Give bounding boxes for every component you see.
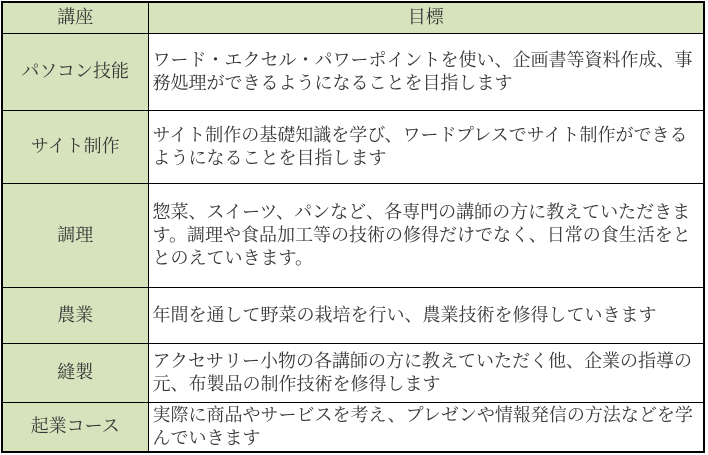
course-cell: 調理 [2,183,148,287]
table-row-sewing [2,343,704,402]
table-row-site-creation [2,110,704,183]
course-cell: パソコン技能 [2,33,148,110]
header-course: 講座 [2,2,148,33]
table-header-row [2,2,704,33]
goal-cell: 実際に商品やサービスを考え、プレゼンや情報発信の方法などを学んでいきます [148,402,704,452]
course-goal-table [1,1,705,453]
course-cell: 農業 [2,287,148,343]
goal-cell: ワード・エクセル・パワーポイントを使い、企画書等資料作成、事務処理ができるようになることを目指します [148,33,704,110]
goal-cell: 年間を通して野菜の栽培を行い、農業技術を修得していきます [148,287,704,343]
goal-cell: サイト制作の基礎知識を学び、ワードプレスでサイト制作ができるようになることを目指します [148,110,704,183]
course-cell: 縫製 [2,343,148,402]
goal-cell: アクセサリー小物の各講師の方に教えていただく他、企業の指導の元、布製品の制作技術を修得します [148,343,704,402]
goal-cell: 惣菜、スイーツ、パンなど、各専門の講師の方に教えていただきます。調理や食品加工等の技術の修得だけでなく、日常の食生活をととのえていきます。 [148,183,704,287]
course-cell: サイト制作 [2,110,148,183]
table-row-cooking [2,183,704,287]
table-row-startup-course [2,402,704,452]
table-row-agriculture [2,287,704,343]
header-goal: 目標 [148,2,704,33]
course-cell: 起業コース [2,402,148,452]
table-row-pc-skills [2,33,704,110]
